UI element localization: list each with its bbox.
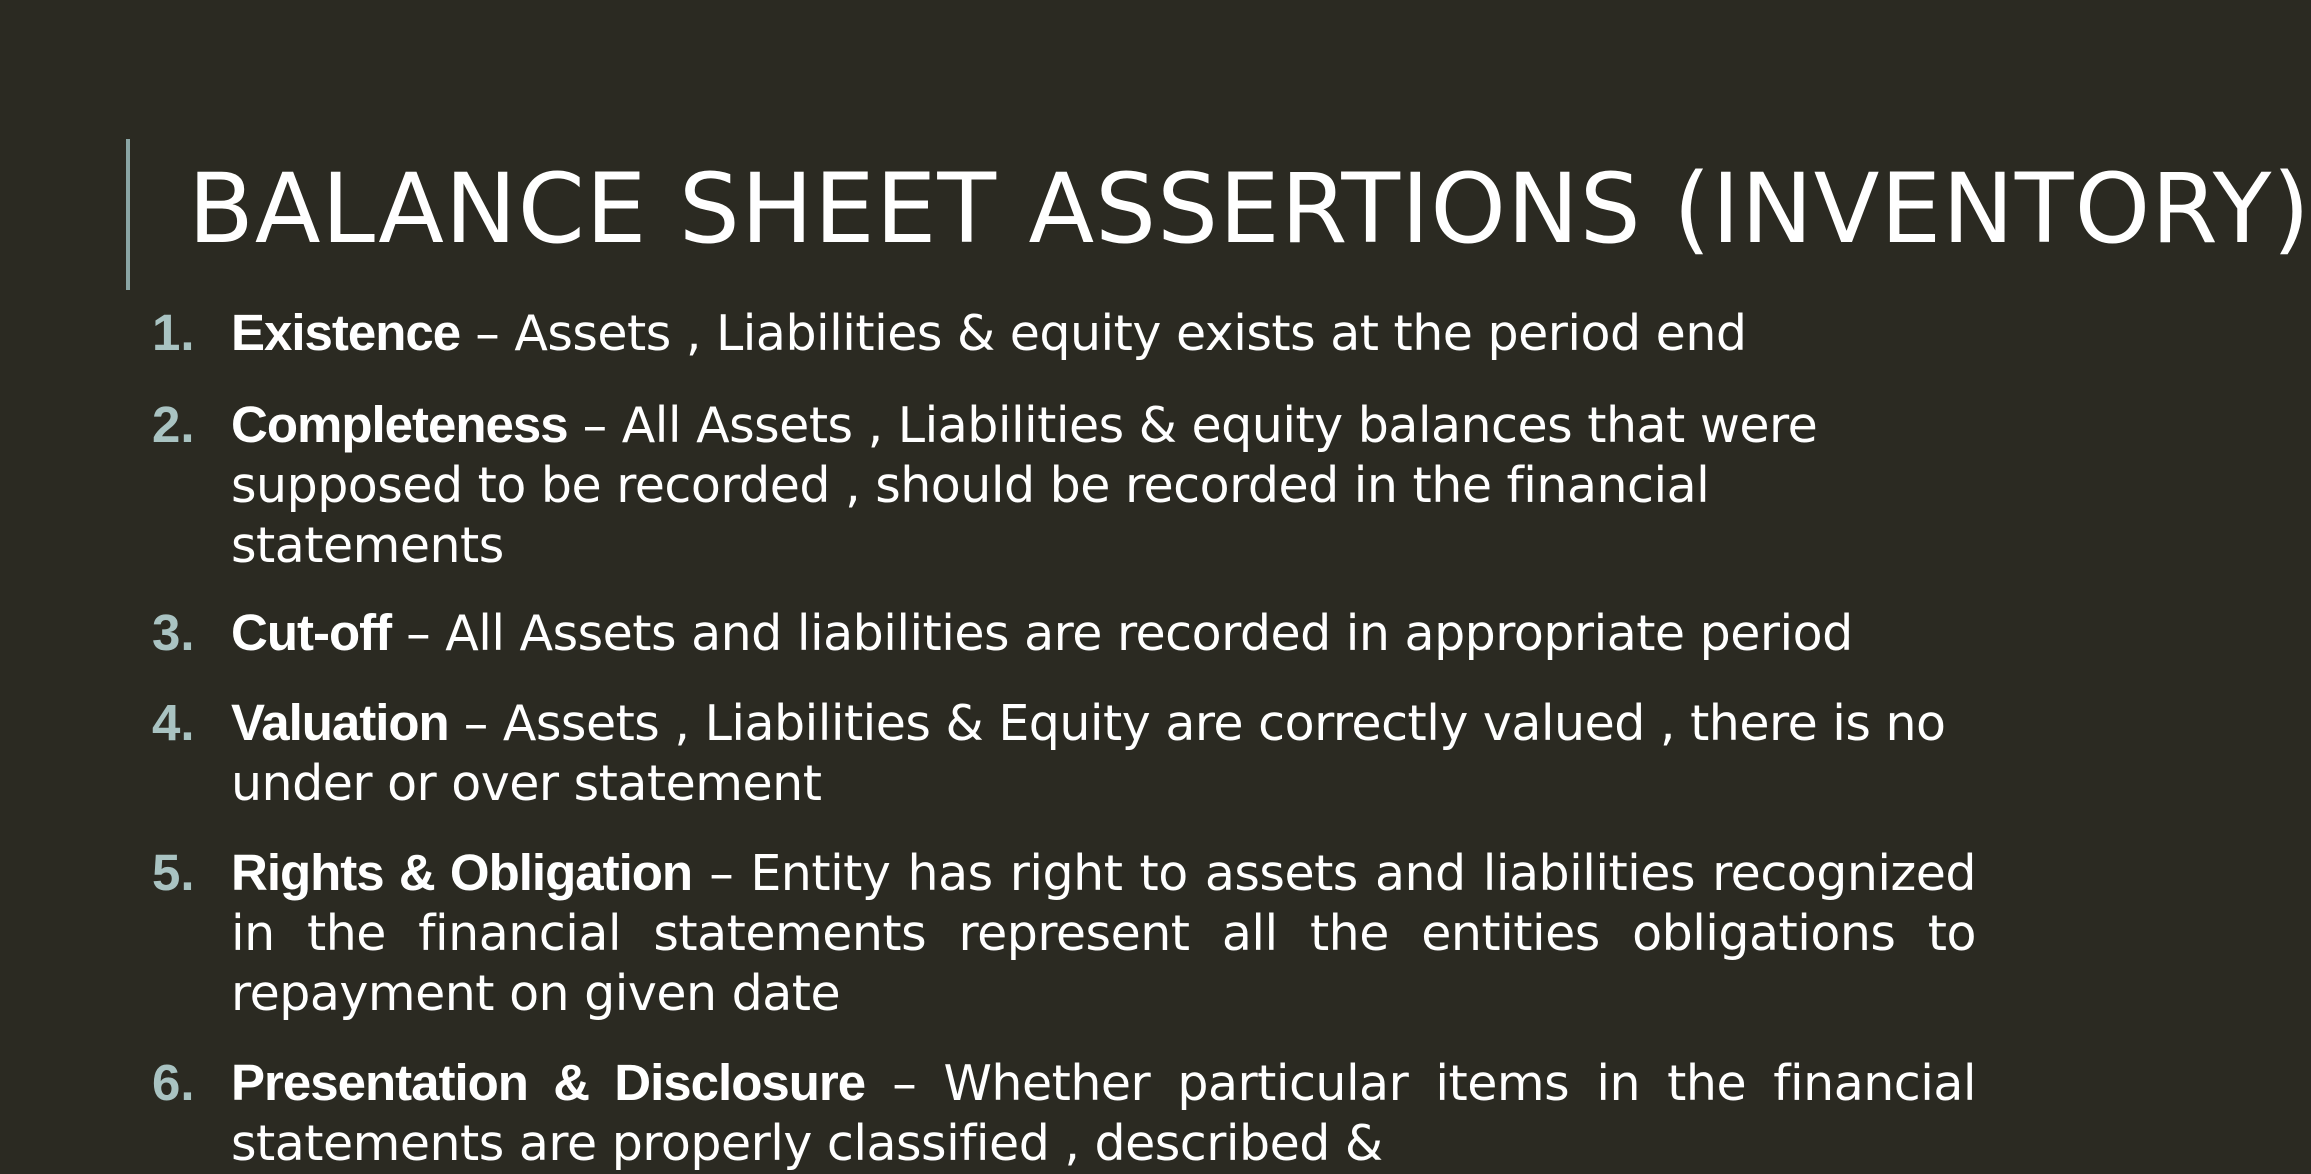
list-item: [152, 603, 1976, 664]
item-text: [231, 1053, 1976, 1174]
item-number: 1.: [152, 304, 195, 361]
list-item: [152, 1053, 1976, 1174]
item-text: [231, 693, 1976, 814]
list-item: [152, 843, 1976, 1024]
item-separator: –: [865, 1055, 944, 1112]
item-term: Valuation: [231, 694, 449, 751]
item-text: [231, 843, 1976, 1024]
item-term: Presentation & Disclosure: [231, 1054, 866, 1111]
item-description: Assets , Liabilities & equity exists at the period end: [514, 305, 1747, 362]
item-separator: –: [448, 695, 503, 752]
item-description: Entity has right to assets and liabilities recognized in the financial statements represent all the entities obligations to repayment on given date: [231, 845, 1976, 1022]
item-term: Existence: [231, 304, 461, 361]
list-item: [152, 303, 1976, 364]
list-item: [152, 693, 1976, 814]
item-text: [231, 603, 1976, 664]
item-separator: –: [692, 845, 751, 902]
item-description: All Assets and liabilities are recorded in appropriate period: [445, 605, 1853, 662]
item-number: 4.: [152, 694, 195, 751]
item-number: 5.: [152, 844, 195, 901]
item-term: Rights & Obligation: [231, 844, 693, 901]
list-item: [152, 395, 1976, 576]
item-description: Assets , Liabilities & Equity are correctly valued , there is no under or over statement: [231, 695, 1946, 812]
item-text: [231, 395, 1976, 576]
item-text: [231, 303, 1976, 364]
item-term: Completeness: [231, 396, 568, 453]
item-separator: –: [391, 605, 446, 662]
item-number: 3.: [152, 604, 195, 661]
item-number: 6.: [152, 1054, 195, 1111]
item-separator: –: [567, 397, 622, 454]
item-separator: –: [460, 305, 515, 362]
item-number: 2.: [152, 396, 195, 453]
item-description: Whether particular items in the financial statements are properly classified , described &: [231, 1055, 1976, 1172]
slide-title: BALANCE SHEET ASSERTIONS (INVENTORY): [188, 153, 2311, 265]
item-term: Cut-off: [231, 604, 392, 661]
item-description: All Assets , Liabilities & equity balances that were supposed to be recorded , should be recorded in the financial statements: [231, 397, 1818, 574]
